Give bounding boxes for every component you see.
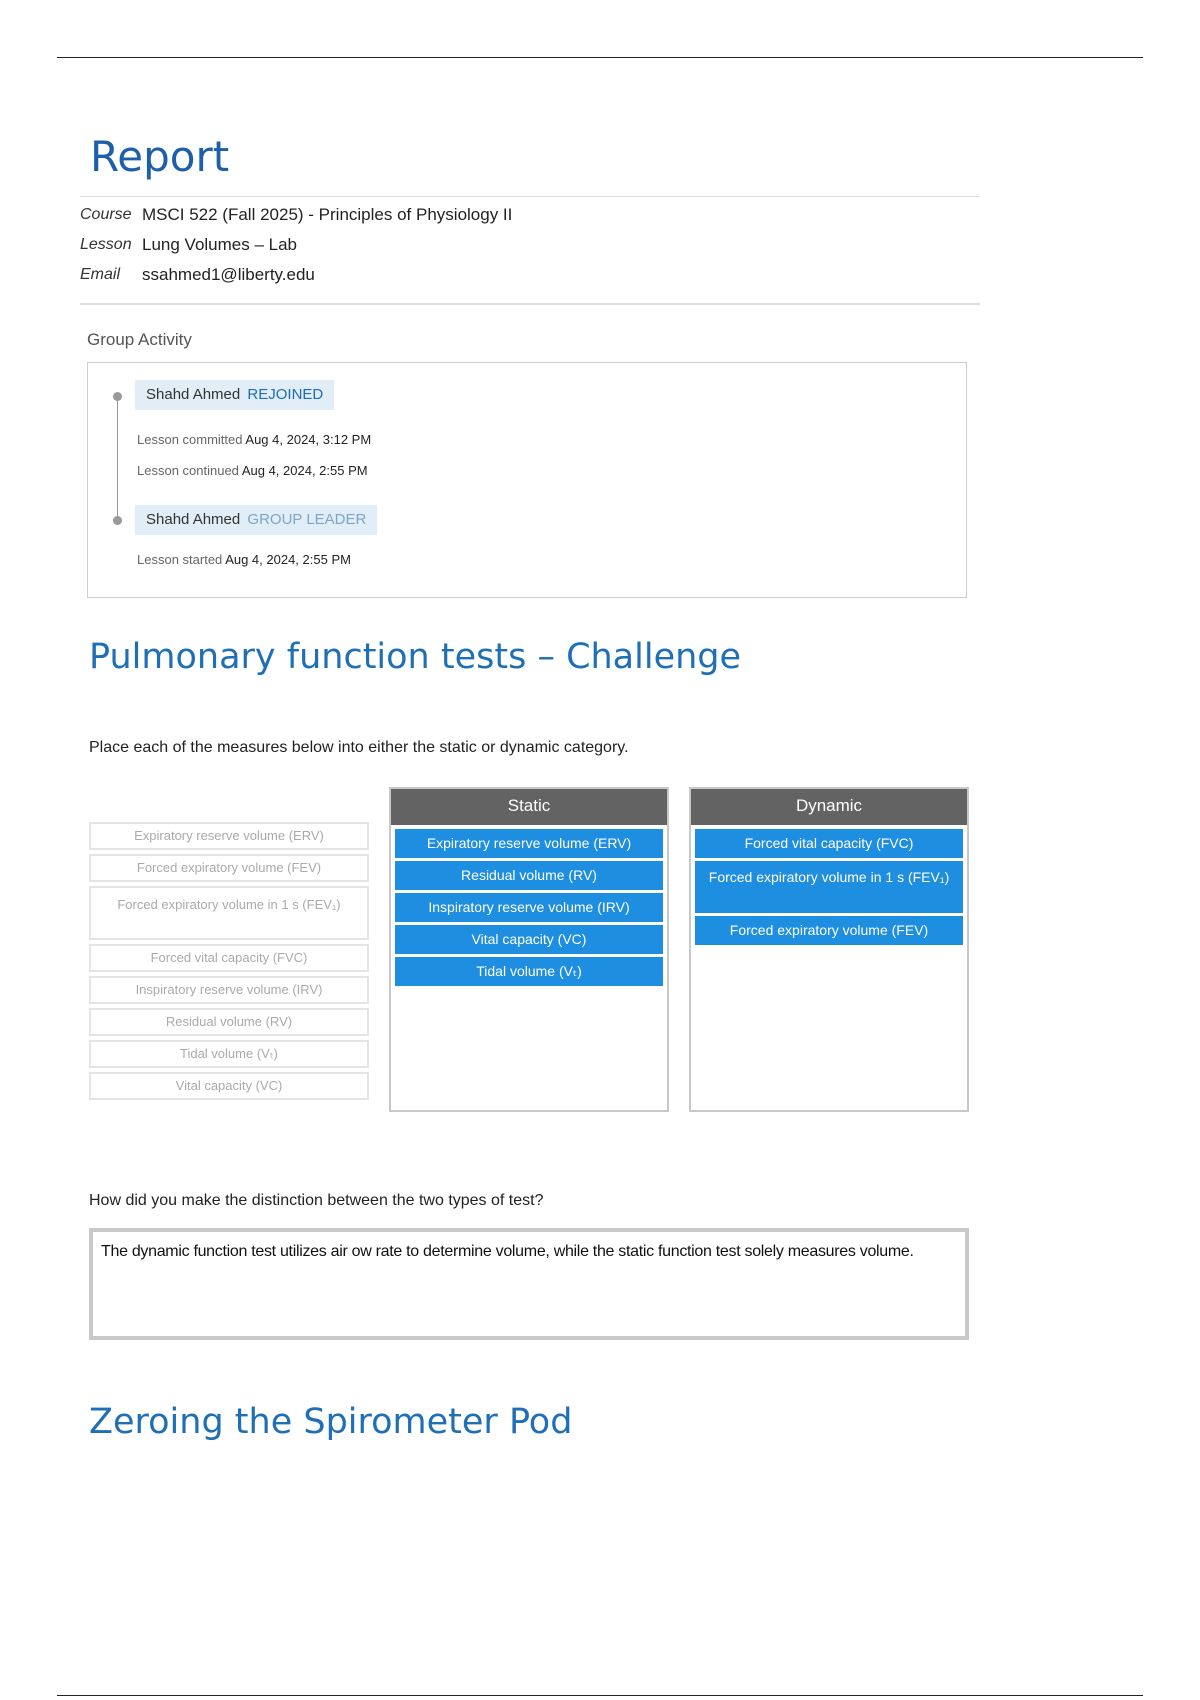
- report-title: Report: [90, 132, 230, 181]
- page-bottom-rule: [57, 1695, 1143, 1696]
- section-title-zeroing: Zeroing the Spirometer Pod: [89, 1402, 573, 1442]
- dynamic-list: [691, 825, 967, 945]
- pool-item[interactable]: Expiratory reserve volume (ERV): [89, 822, 369, 850]
- answer-textarea[interactable]: The dynamic function test utilizes air ow rate to determine volume, while the static function test solely measures volume.: [89, 1228, 969, 1340]
- meta-lesson: [80, 230, 512, 260]
- activity-event: [137, 463, 368, 478]
- pool-item[interactable]: Forced expiratory volume in 1 s (FEV₁): [89, 886, 369, 940]
- pool-item[interactable]: Tidal volume (Vₜ): [89, 1040, 369, 1068]
- timeline-line: [117, 397, 118, 521]
- meta-key: Lesson: [80, 236, 132, 253]
- pool-item[interactable]: Forced expiratory volume (FEV): [89, 854, 369, 882]
- static-item[interactable]: Tidal volume (Vₜ): [395, 957, 663, 986]
- member-name: Shahd Ahmed: [146, 386, 241, 403]
- divider: [80, 196, 980, 197]
- dynamic-item[interactable]: Forced vital capacity (FVC): [695, 829, 963, 858]
- activity-event: [137, 432, 371, 447]
- pool-item[interactable]: Forced vital capacity (FVC): [89, 944, 369, 972]
- pool-item[interactable]: Inspiratory reserve volume (IRV): [89, 976, 369, 1004]
- dynamic-header: Dynamic: [691, 789, 967, 825]
- meta-email: [80, 260, 512, 290]
- event-text: Lesson committed: [137, 432, 243, 447]
- event-date: Aug 4, 2024, 2:55 PM: [241, 463, 368, 478]
- dynamic-dropzone[interactable]: [689, 787, 969, 1112]
- page-top-rule: [57, 57, 1143, 58]
- section-title-challenge: Pulmonary function tests – Challenge: [89, 637, 742, 677]
- instruction-text: Place each of the measures below into either the static or dynamic category.: [89, 739, 629, 756]
- measure-pool: [89, 822, 369, 1104]
- activity-tag-rejoined: [135, 380, 334, 410]
- report-meta: [80, 200, 512, 290]
- activity-tag-leader: [135, 505, 377, 535]
- meta-key: Course: [80, 206, 132, 223]
- status-badge: GROUP LEADER: [247, 511, 367, 528]
- question-text: How did you make the distinction between the two types of test?: [89, 1192, 544, 1209]
- static-list: [391, 825, 667, 986]
- dynamic-item[interactable]: Forced expiratory volume (FEV): [695, 916, 963, 945]
- activity-event: [137, 552, 351, 567]
- meta-value: MSCI 522 (Fall 2025) - Principles of Physiology II: [142, 205, 513, 224]
- meta-course: [80, 200, 512, 230]
- event-text: Lesson started: [137, 552, 223, 567]
- group-activity-label: Group Activity: [87, 330, 192, 349]
- event-date: Aug 4, 2024, 3:12 PM: [245, 432, 372, 447]
- meta-key: Email: [80, 266, 121, 283]
- static-item[interactable]: Vital capacity (VC): [395, 925, 663, 954]
- status-badge: REJOINED: [247, 386, 324, 403]
- static-item[interactable]: Residual volume (RV): [395, 861, 663, 890]
- static-dropzone[interactable]: [389, 787, 669, 1112]
- meta-value: ssahmed1@liberty.edu: [142, 265, 315, 284]
- static-header: Static: [391, 789, 667, 825]
- event-text: Lesson continued: [137, 463, 239, 478]
- pool-item[interactable]: Vital capacity (VC): [89, 1072, 369, 1100]
- pool-item[interactable]: Residual volume (RV): [89, 1008, 369, 1036]
- static-item[interactable]: Expiratory reserve volume (ERV): [395, 829, 663, 858]
- static-item[interactable]: Inspiratory reserve volume (IRV): [395, 893, 663, 922]
- timeline-dot-icon: [113, 392, 122, 401]
- divider: [80, 303, 980, 305]
- member-name: Shahd Ahmed: [146, 511, 241, 528]
- meta-value: Lung Volumes – Lab: [142, 235, 298, 254]
- dynamic-item[interactable]: Forced expiratory volume in 1 s (FEV₁): [695, 861, 963, 913]
- timeline-dot-icon: [113, 516, 122, 525]
- event-date: Aug 4, 2024, 2:55 PM: [225, 552, 351, 567]
